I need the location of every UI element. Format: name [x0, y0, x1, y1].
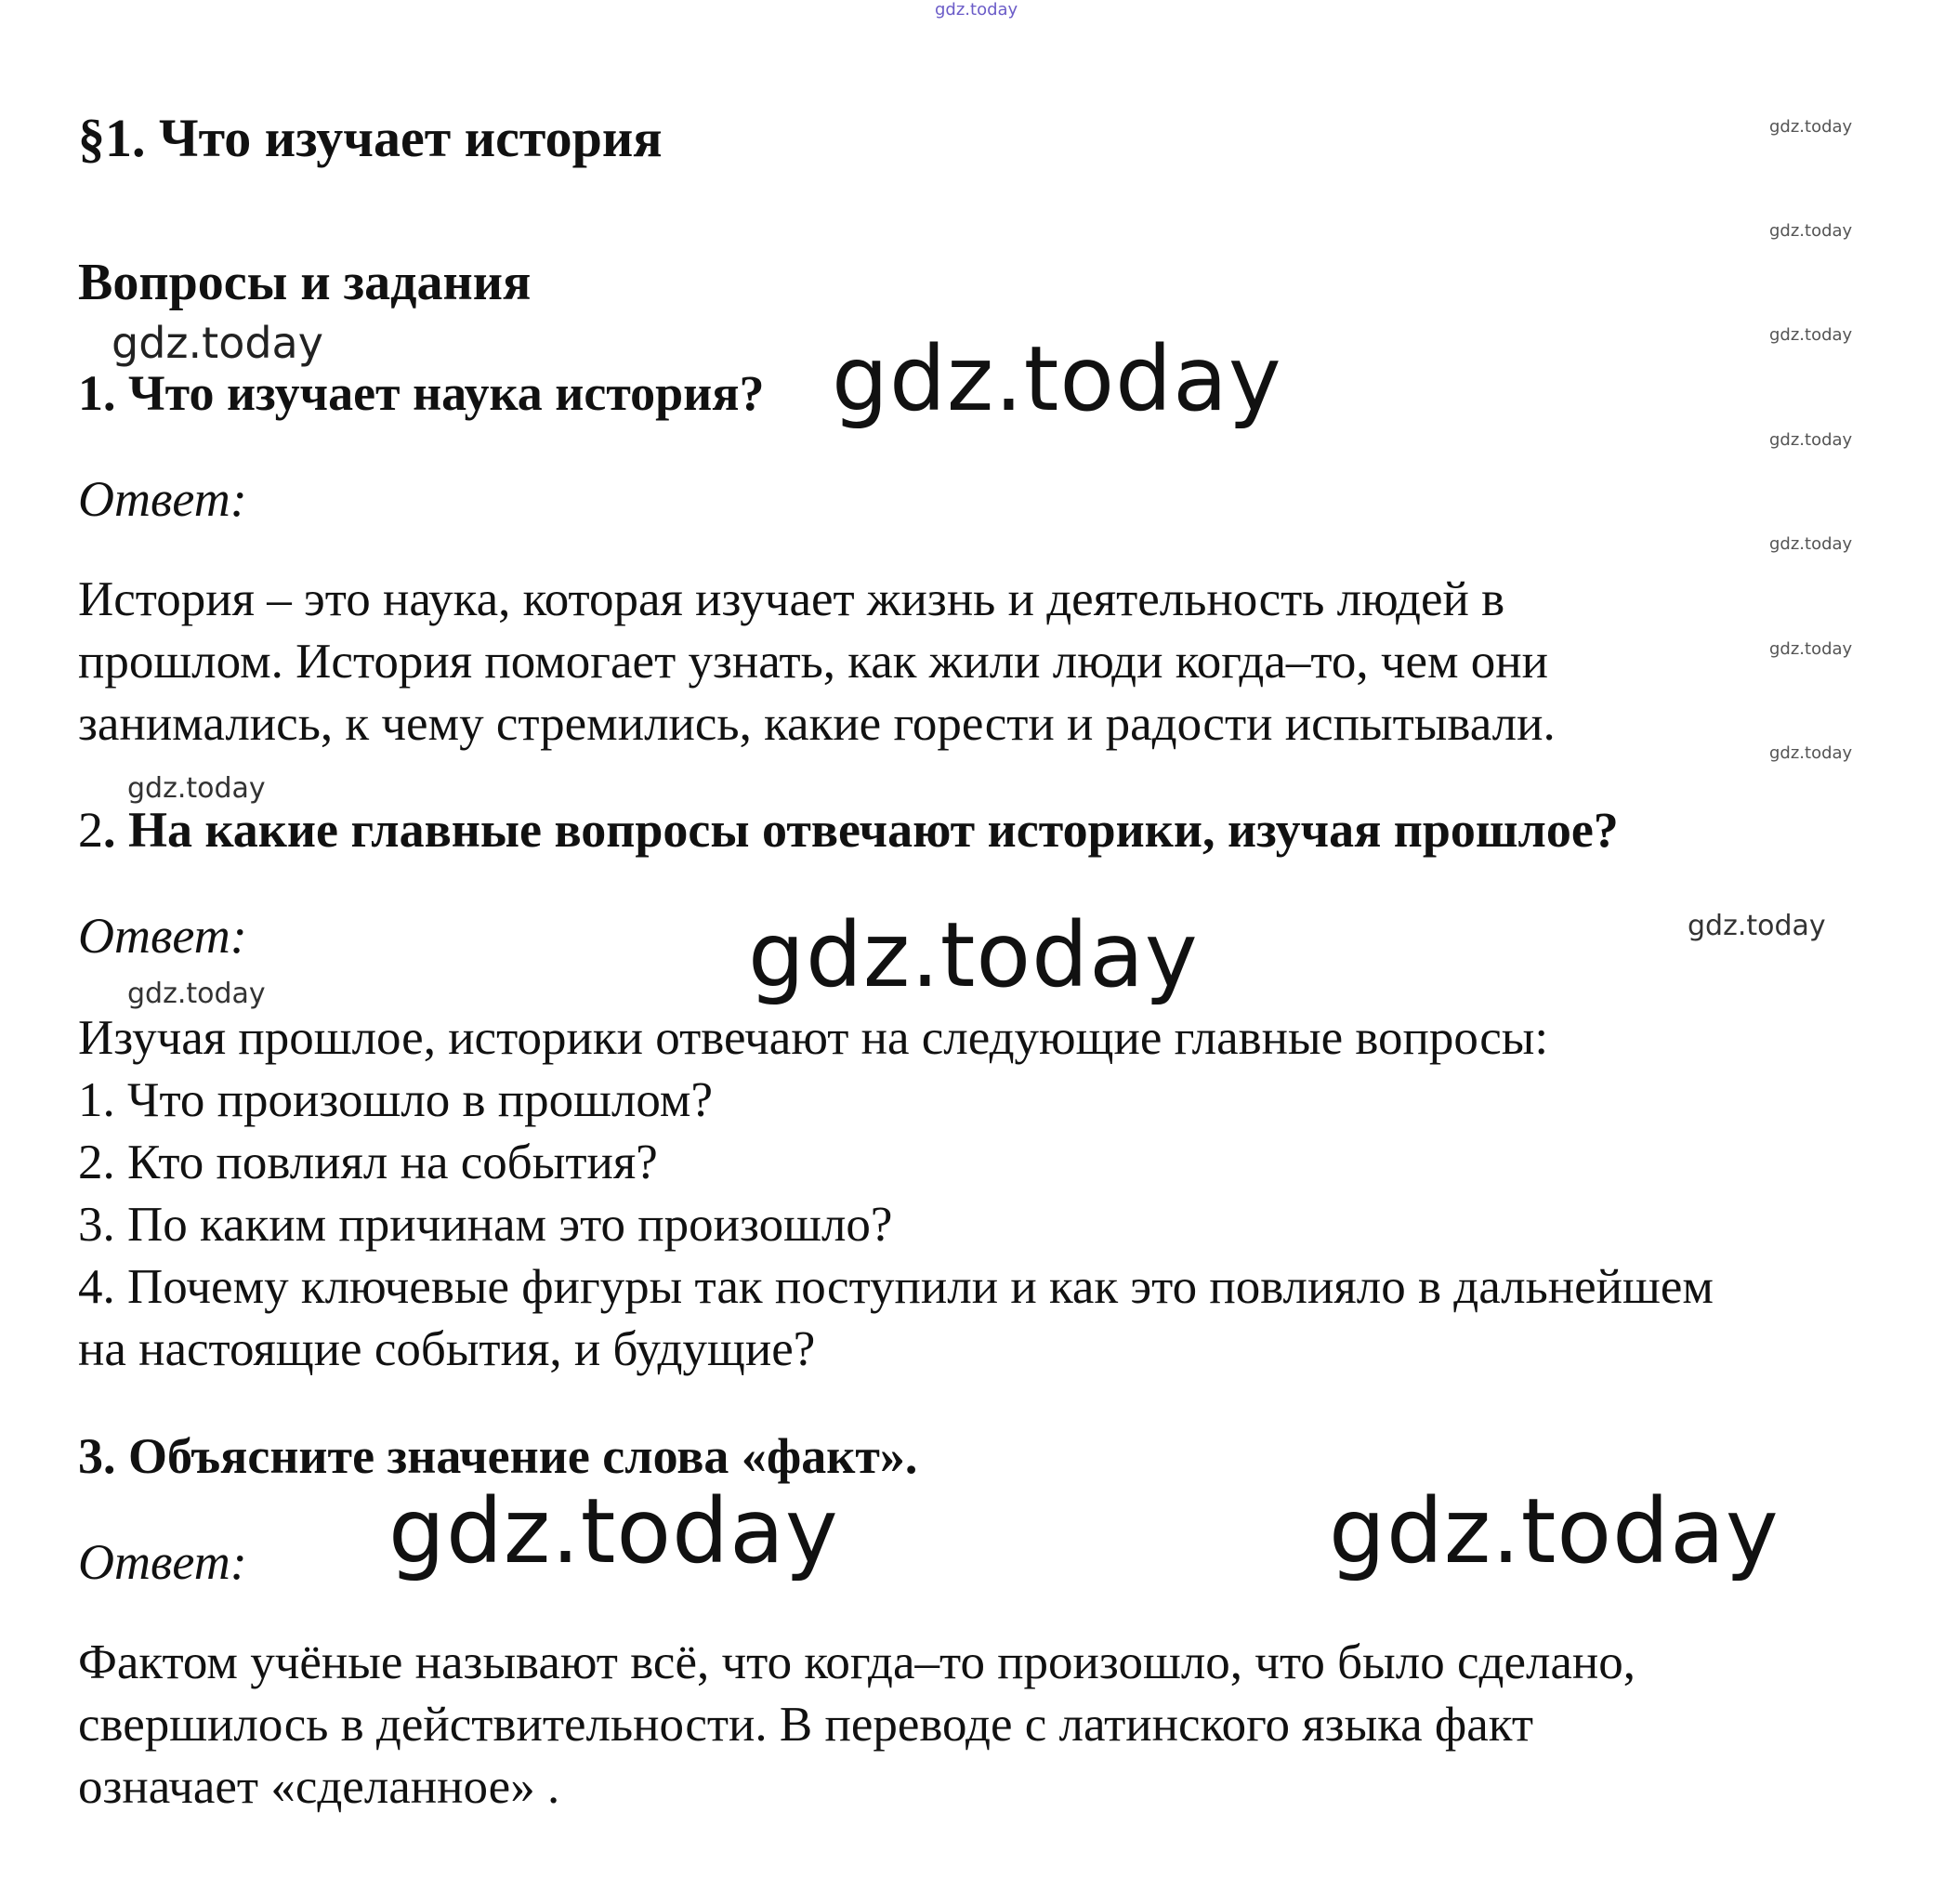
answer-2: [78, 1007, 1714, 1381]
page-title: §1. Что изучает история: [78, 108, 663, 168]
answer-line: 2. Кто повлиял на события?: [78, 1136, 658, 1189]
question-1-text: 1. Что изучает наука история?: [78, 365, 765, 421]
answer-line: История – это наука, которая изучает жизнь и деятельность людей в: [78, 572, 1505, 626]
answer-line: означает «сделанное» .: [78, 1760, 560, 1814]
answer-line: Фактом учёные называют всё, что когда–то произошло, что было сделано,: [78, 1635, 1636, 1689]
watermark-large: gdz.today: [1329, 1479, 1780, 1583]
question-2: [78, 799, 1619, 860]
answer-line: прошлом. История помогает узнать, как жили люди когда–то, чем они: [78, 635, 1549, 689]
watermark-small: gdz.today: [127, 978, 266, 1010]
watermark-side: gdz.today: [1769, 221, 1853, 241]
watermark-side: gdz.today: [1769, 430, 1853, 450]
answer-line: свершилось в действительности. В переводе с латинского языка факт: [78, 1698, 1534, 1752]
answer-label-3: Ответ:: [78, 1534, 247, 1590]
answer-3: [78, 1632, 1635, 1819]
question-2-text: . На какие главные вопросы отвечают историки, изучая прошлое?: [103, 802, 1619, 858]
question-1: [78, 362, 765, 424]
question-2-number: 2: [78, 802, 103, 858]
watermark-side: gdz.today: [1769, 325, 1853, 345]
watermark-small: gdz.today: [127, 772, 266, 805]
answer-line: на настоящие события, и будущие?: [78, 1322, 816, 1376]
answer-line: занимались, к чему стремились, какие горести и радости испытывали.: [78, 697, 1556, 751]
watermark-large: gdz.today: [748, 903, 1199, 1007]
answer-1: [78, 569, 1556, 755]
watermark-top: gdz.today: [935, 0, 1018, 20]
question-3: [78, 1425, 917, 1487]
watermark-side: gdz.today: [1769, 639, 1853, 659]
answer-label-1: Ответ:: [78, 471, 247, 527]
watermark-medium: gdz.today: [112, 318, 323, 368]
answer-line: 3. По каким причинам это произошло?: [78, 1198, 893, 1252]
answer-line: Изучая прошлое, историки отвечают на следующие главные вопросы:: [78, 1011, 1549, 1065]
answer-line: 4. Почему ключевые фигуры так поступили и как это повлияло в дальнейшем: [78, 1260, 1714, 1314]
answer-label-2: Ответ:: [78, 908, 247, 964]
section-heading: Вопросы и задания: [78, 254, 532, 311]
watermark-side: gdz.today: [1769, 743, 1853, 763]
watermark-small: gdz.today: [1688, 910, 1826, 942]
watermark-large: gdz.today: [388, 1479, 839, 1583]
answer-line: 1. Что произошло в прошлом?: [78, 1073, 713, 1127]
watermark-side: gdz.today: [1769, 117, 1853, 137]
question-3-text: 3. Объясните значение слова «факт».: [78, 1428, 918, 1484]
watermark-side: gdz.today: [1769, 534, 1853, 554]
watermark-large: gdz.today: [832, 327, 1282, 431]
